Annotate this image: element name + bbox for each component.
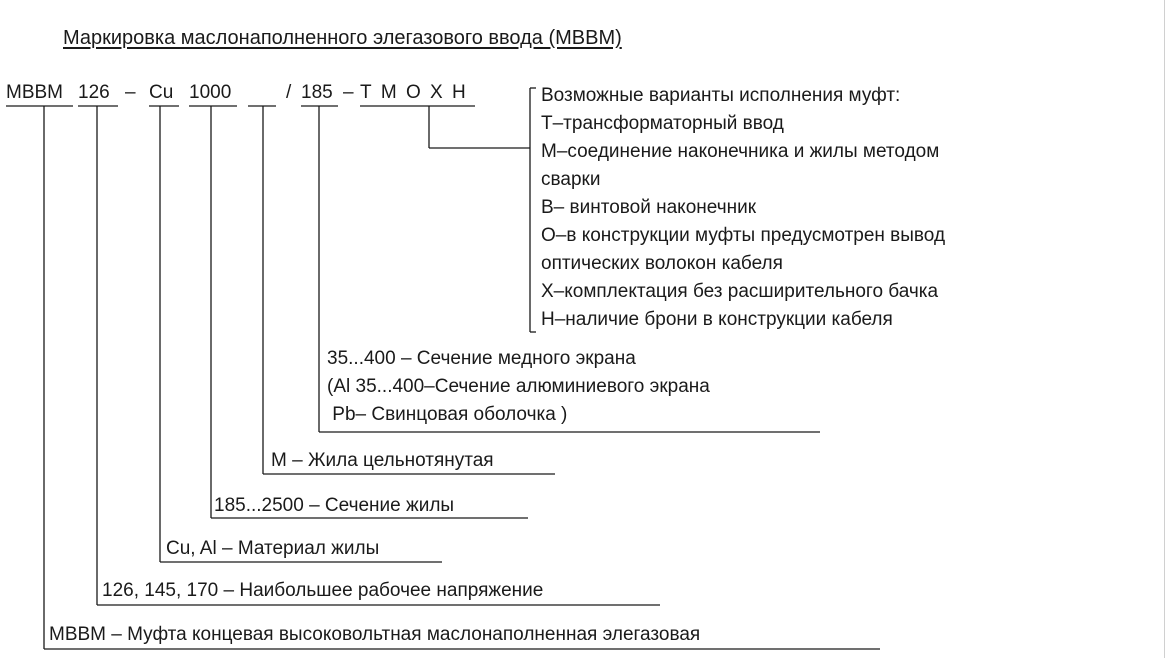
option-line: О–в конструкции муфты предусмотрен вывод <box>541 225 946 246</box>
options-header: Возможные варианты исполнения муфт: <box>541 85 901 106</box>
screen-line: (Al 35...400–Сечение алюминиевого экрана <box>327 376 710 397</box>
code-dash-2: – <box>343 82 354 103</box>
code-segment-options: Т М О Х Н <box>360 82 468 103</box>
code-segment-screen: 185 <box>301 82 333 103</box>
label-max-voltage: 126, 145, 170 – Наибольшее рабочее напряжение <box>102 580 544 601</box>
label-conductor-section: 185...2500 – Сечение жилы <box>214 495 455 516</box>
label-conductor-material: Cu, Al – Материал жилы <box>166 538 380 559</box>
code-segment-section: 1000 <box>189 82 232 103</box>
screen-line: 35...400 – Сечение медного экрана <box>327 348 636 369</box>
option-line: оптических волокон кабеля <box>541 253 783 274</box>
option-line: В– винтовой наконечник <box>541 197 757 218</box>
code-slash: / <box>286 82 292 103</box>
code-dash-1: – <box>125 82 136 103</box>
screen-line: Pb– Свинцовая оболочка ) <box>327 404 568 425</box>
label-product: МВВМ – Муфта концевая высоковольтная маслонаполненная элегазовая <box>49 624 701 645</box>
label-conductor-type: М – Жила цельнотянутая <box>271 450 494 471</box>
option-line: Х–комплектация без расширительного бачка <box>541 281 939 302</box>
code-segment-voltage: 126 <box>78 82 110 103</box>
option-line: М–соединение наконечника и жилы методом <box>541 141 940 162</box>
code-segment-mvvm: МВВМ <box>6 82 63 103</box>
option-line: сварки <box>541 169 601 190</box>
diagram-title: Маркировка маслонаполненного элегазового ввода (МВВМ) <box>63 27 622 49</box>
code-segment-material: Cu <box>149 82 174 103</box>
option-line: Н–наличие брони в конструкции кабеля <box>541 309 893 330</box>
option-line: Т–трансформаторный ввод <box>541 113 784 134</box>
